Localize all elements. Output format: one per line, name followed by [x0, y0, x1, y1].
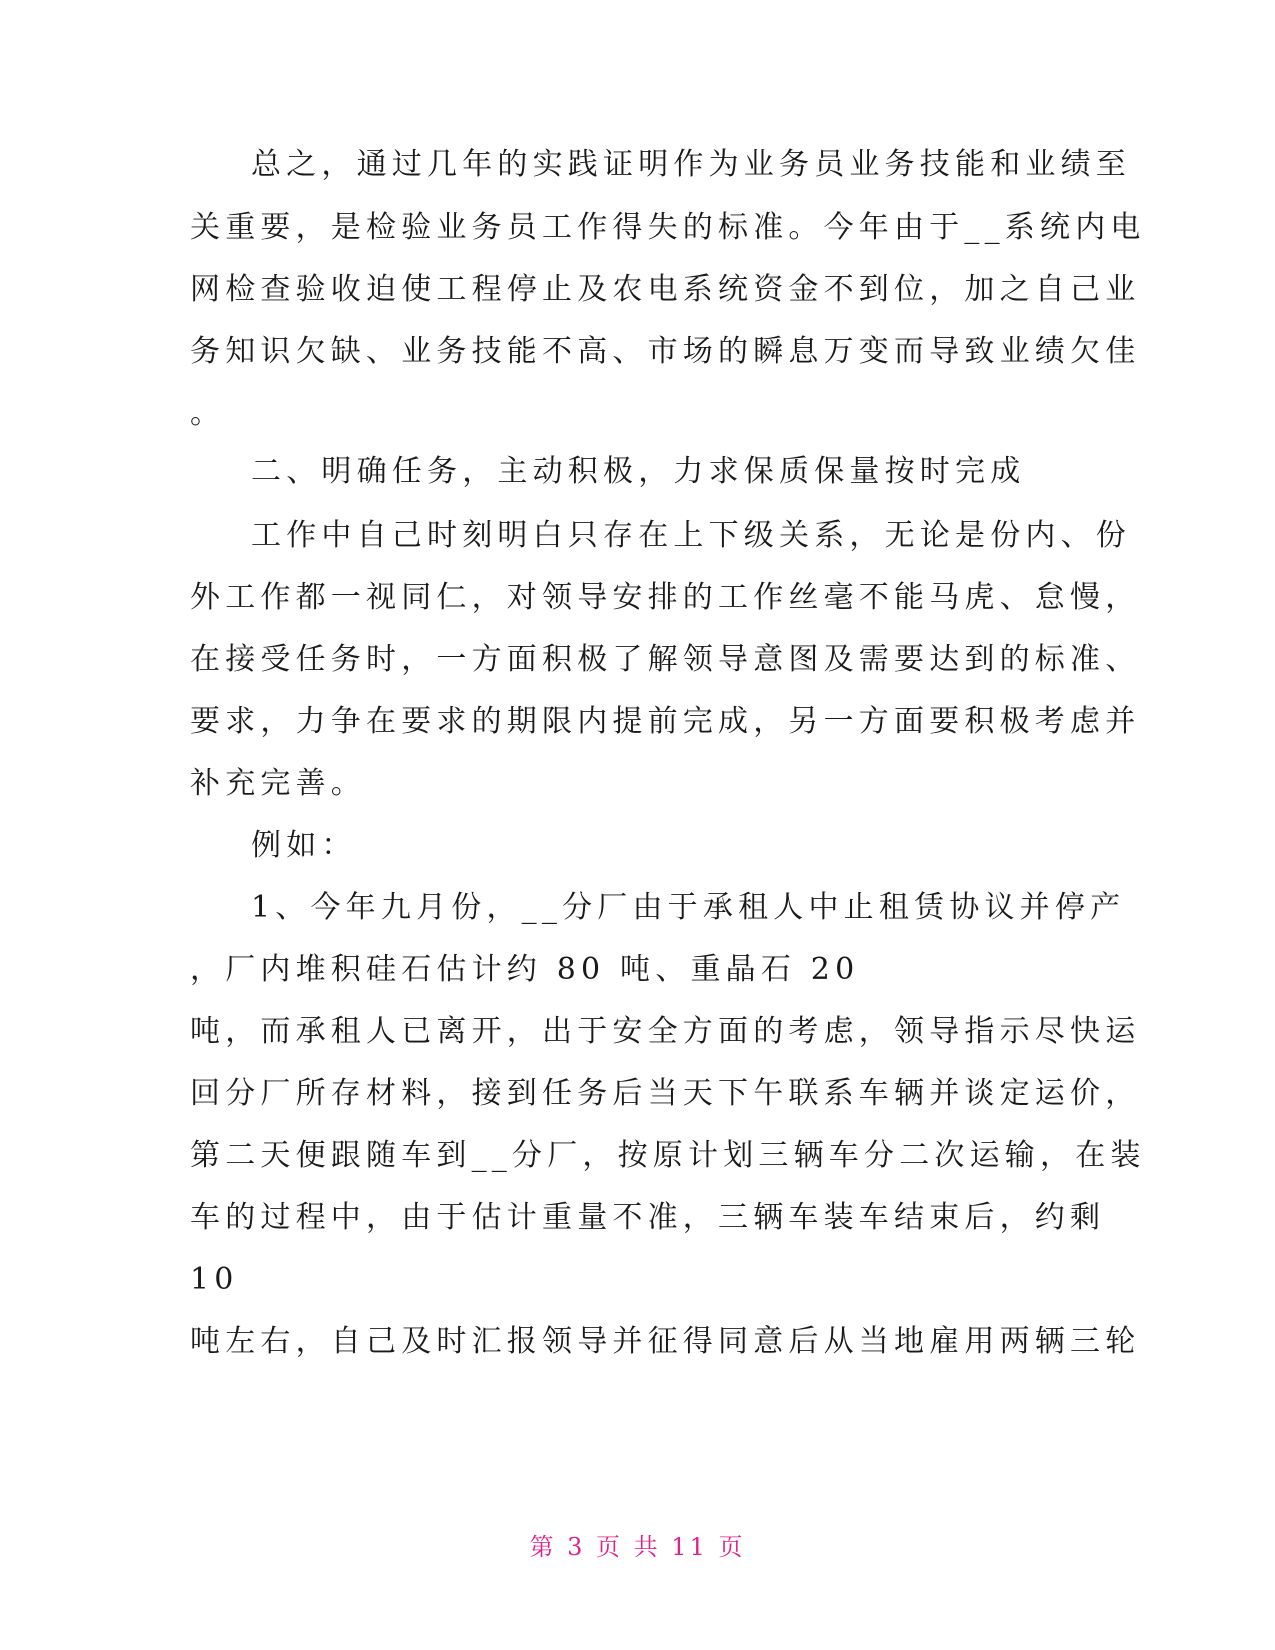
- text-line: ，厂内堆积硅石估计约 80 吨、重晶石 20: [190, 952, 860, 987]
- text-line: 车的过程中，由于估计重量不准，三辆车装车结束后，约剩: [190, 1200, 1106, 1235]
- text-line: 10: [190, 1262, 239, 1297]
- text-line: 第二天便跟随车到__分厂，按原计划三辆车分二次运输，在装: [190, 1138, 1146, 1173]
- section-heading: 二、明确任务，主动积极，力求保质保量按时完成: [251, 454, 1026, 489]
- text-line: 回分厂所存材料，接到任务后当天下午联系车辆并谈定运价，: [190, 1076, 1141, 1111]
- text-line: 总之，通过几年的实践证明作为业务员业务技能和业绩至: [251, 147, 1131, 182]
- text-line: 要求，力争在要求的期限内提前完成，另一方面要积极考虑并: [190, 704, 1141, 739]
- example-label: 例如：: [251, 828, 357, 863]
- text-line: 吨，而承租人已离开，出于安全方面的考虑，领导指示尽快运: [190, 1014, 1141, 1049]
- page-number-footer: 第 3 页 共 11 页: [529, 1533, 746, 1561]
- text-line: 补充完善。: [190, 766, 366, 801]
- text-line: 吨左右，自己及时汇报领导并征得同意后从当地雇用两辆三轮: [190, 1324, 1141, 1359]
- text-line: 1、今年九月份，__分厂由于承租人中止租赁协议并停产: [251, 890, 1126, 925]
- text-line: 外工作都一视同仁，对领导安排的工作丝毫不能马虎、怠慢，: [190, 580, 1141, 615]
- text-line: 。: [190, 396, 226, 431]
- text-line: 工作中自己时刻明白只存在上下级关系，无论是份内、份: [251, 518, 1131, 553]
- text-line: 在接受任务时，一方面积极了解领导意图及需要达到的标准、: [190, 642, 1141, 677]
- text-line: 网检查验收迫使工程停止及农电系统资金不到位，加之自己业: [190, 272, 1141, 307]
- text-line: 务知识欠缺、业务技能不高、市场的瞬息万变而导致业绩欠佳: [190, 334, 1141, 369]
- text-line: 关重要，是检验业务员工作得失的标准。今年由于__系统内电: [190, 210, 1146, 245]
